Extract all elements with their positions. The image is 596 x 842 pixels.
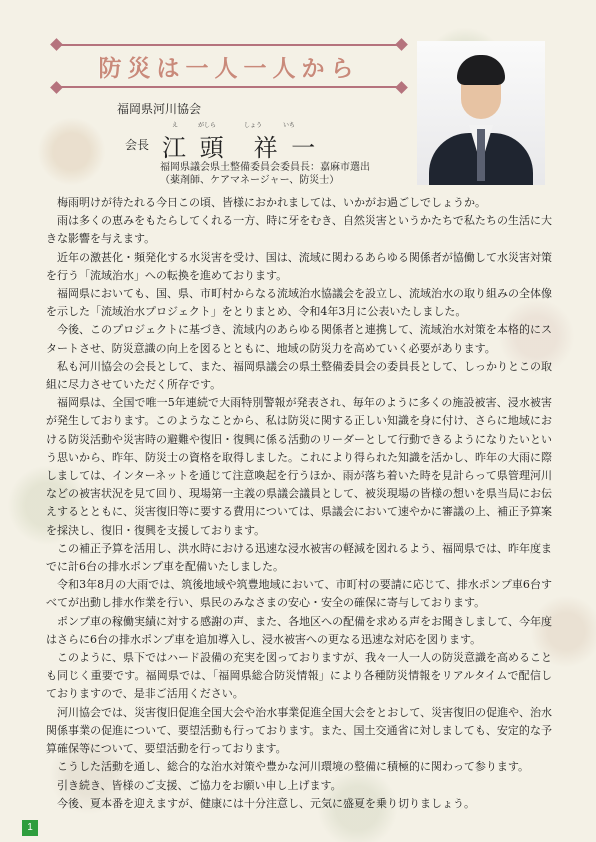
paragraph: このように、県下ではハード設備の充実を図っておりますが、我々一人一人の防災意識を高めることも同じく重要です。福岡県では、「福岡県総合防災情報」により各種防災情報をリアルタイムで配信しておりますので、是非ご活用ください。 — [46, 651, 552, 701]
paragraph: 福岡県においても、国、県、市町村からなる流域治水協議会を設立し、流域治水の取り組みの全体像を示した「流域治水プロジェクト」をとりまとめ、令和4年3月に公表いたしました。 — [46, 287, 552, 319]
paragraph: 私も河川協会の会長として、また、福岡県議会の県土整備委員会の委員長として、しっかりとこの取組に尽力させていただく所存です。 — [46, 359, 552, 392]
paragraph: 福岡県は、全国で唯一5年連続で大雨特別警報が発表され、毎年のように多くの施設被害、浸水被害が発生しております。このようなことから、私は防災に関する正しい知識を身に付け、さらに地域における防災活動や災害時の避難や復旧・復興に係る活動のリーダーとして行動できるようになりたいという思いから、昨年、防災士の資格を取得しました。これにより得られた知識を活かし、昨年の大雨に際しましては、インターネットを通じて注意喚起を行うほか、雨が落ち着いた時を見計らって県管理河川などの被害状況を見て回り、現場第一主義の県議会議員として、被災現場の皆様の想いを県当局にお伝えするとともに、災害復旧等に要する費用については、県議会において速やかに審議の上、補正予算案を採決し、復旧・復興を支援しております。 — [46, 396, 552, 537]
banner-ornament-icon — [395, 81, 408, 94]
ruby-text: え — [172, 122, 179, 129]
ruby-text: がしら — [198, 122, 217, 129]
author-name: 江 頭 祥 一 — [162, 134, 319, 162]
paragraph: こうした活動を通し、総合的な治水対策や豊かな河川環境の整備に積極的に関わって参ります。 — [57, 760, 530, 774]
article-body — [46, 194, 552, 813]
page-title: 防災は一人一人から — [98, 55, 360, 82]
portrait-tie — [477, 129, 485, 181]
paragraph: 梅雨明けが待たれる今日この頃、皆様におかれましては、いかがお過ごしでしょうか。 — [57, 196, 486, 209]
paragraph: ポンプ車の稼働実績に対する感謝の声、また、各地区への配備を求める声をお聞きしまして、今年度はさらに6台の排水ポンプ車を追加導入し、浸水被害への更なる迅速な対応を図ります。 — [46, 614, 552, 646]
ruby-text: しょう — [244, 122, 263, 129]
paragraph: 今後、このプロジェクトに基づき、流域内のあらゆる関係者と連携して、流域治水対策を本格的にスタートさせ、防災意識の向上を図るとともに、地域の防災力を高めていく必要があります。 — [46, 323, 552, 355]
author-role: 会長 — [125, 138, 150, 152]
banner-ornament-icon — [395, 38, 408, 51]
author-portrait — [417, 41, 545, 185]
title-banner — [52, 40, 406, 92]
banner-bottom-rule — [58, 86, 400, 88]
banner-top-rule — [58, 44, 400, 46]
paragraph: 引き続き、皆様のご支援、ご協力をお願い申し上げます。 — [57, 778, 342, 792]
paragraph: 河川協会では、災害復旧促進全国大会や治水事業促進全国大会をとおして、災害復旧の促進や、治水関係事業の促進について、要望活動も行っております。また、国土交通省に対しましても、安定的な予算確保等について、要望活動を行っております。 — [46, 705, 552, 756]
paragraph: 雨は多くの恵みをもたらしてくれる一方、時に牙をむき、自然災害というかたちで私たちの生活に大きな影響を与えます。 — [46, 214, 552, 246]
paragraph: 今後、夏本番を迎えますが、健康には十分注意し、元気に盛夏を乗り切りましょう。 — [57, 796, 475, 810]
page-number-badge: 1 — [22, 820, 38, 836]
paragraph: 令和3年8月の大雨では、筑後地域や筑豊地域において、市町村の要請に応じて、排水ポンプ車6台すべてが出動し排水作業を行い、県民のみなさまの安心・安全の確保に寄与しております。 — [46, 578, 552, 610]
author-qualifications: （薬剤師、ケアマネージャー、防災士） — [160, 175, 340, 186]
paragraph: この補正予算を活用し、洪水時における迅速な浸水被害の軽減を図れるよう、福岡県では、昨年度までに計6台の排水ポンプ車を配備いたしました。 — [46, 541, 552, 574]
banner-ornament-icon — [50, 81, 63, 94]
author-affiliation: 福岡県議会県土整備委員会委員長：嘉麻市選出 — [160, 162, 370, 173]
ruby-text: いち — [283, 122, 296, 129]
portrait-hair — [457, 55, 505, 85]
organization-name: 福岡県河川協会 — [117, 102, 202, 116]
banner-ornament-icon — [50, 38, 63, 51]
paragraph: 近年の激甚化・頻発化する水災害を受け、国は、流域に関わるあらゆる関係者が協働して水災害対策を行う「流域治水」への転換を進めております。 — [46, 250, 552, 282]
